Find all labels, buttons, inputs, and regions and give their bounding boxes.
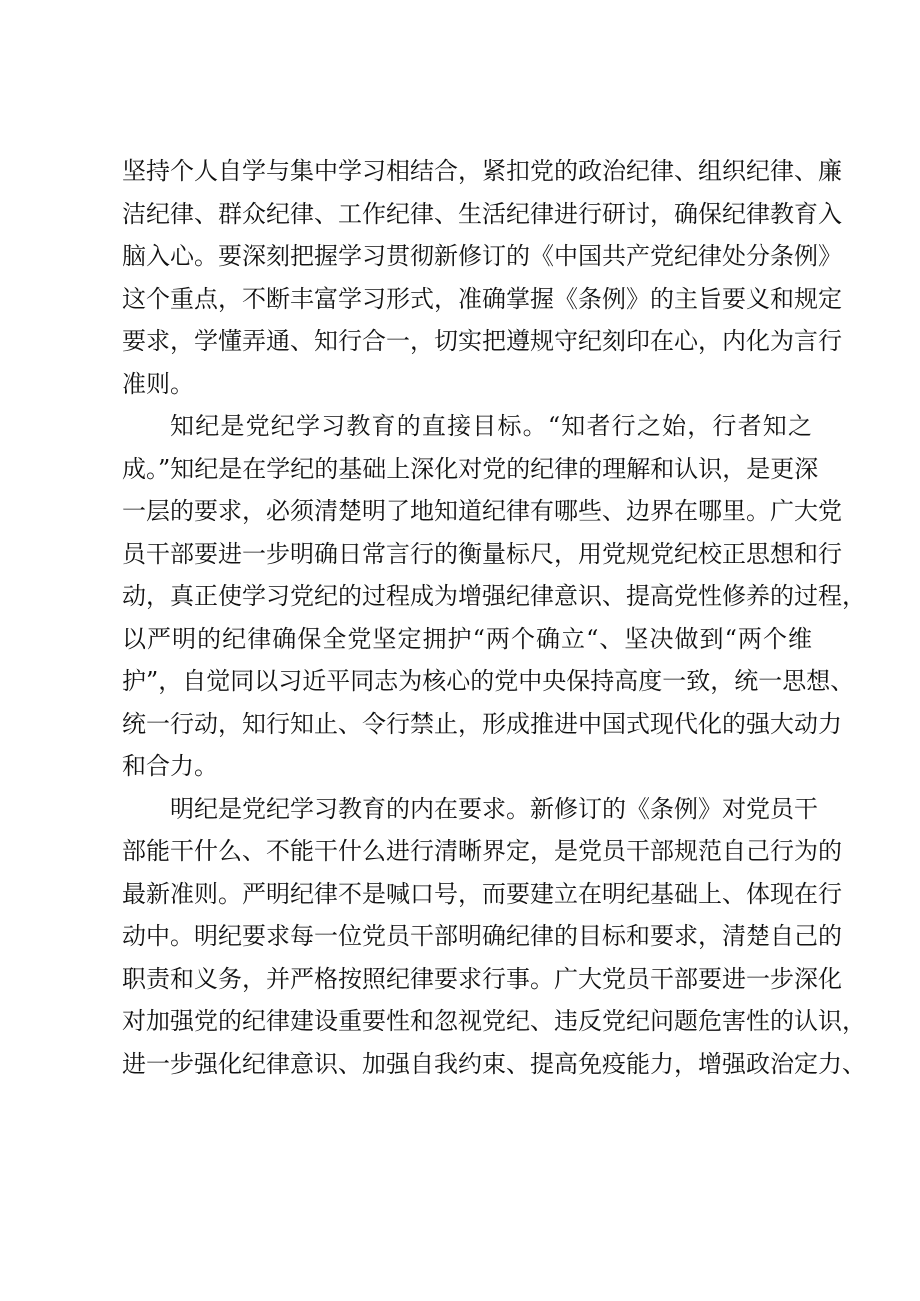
document-body — [122, 150, 866, 1085]
text-line: 职责和义务，并严格按照纪律要求行事。广大党员干部要进一步深化 — [122, 964, 842, 993]
text-line: 要求，学懂弄通、知行合一，切实把遵规守纪刻印在心，内化为言行 — [122, 327, 842, 355]
text-line: 对加强党的纪律建设重要性和忽视党纪、违反党纪问题危害性的认识， — [122, 1007, 866, 1035]
text-line: 准则。 — [122, 369, 194, 398]
text-line: 最新准则。严明纪律不是喊口号，而要建立在明纪基础上、体现在行 — [122, 879, 842, 908]
text-line: 这个重点，不断丰富学习形式，准确掌握《条例》的主旨要义和规定 — [122, 284, 842, 313]
text-line: 成。”知纪是在学纪的基础上深化对党的纪律的理解和认识，是更深 — [122, 454, 819, 483]
text-line: 护”，自觉同以习近平同志为核心的党中央保持高度一致，统一思想、 — [122, 667, 855, 695]
text-line: 部能干什么、不能干什么进行清晰界定，是党员干部规范自己行为的 — [122, 837, 842, 865]
text-line: 脑入心。要深刻把握学习贯彻新修订的《中国共产党纪律处分条例》 — [122, 242, 842, 270]
text-line: 一层的要求，必须清楚明了地知道纪律有哪些、边界在哪里。广大党 — [122, 497, 842, 525]
text-line: 员干部要进一步明确日常言行的衡量标尺，用党规党纪校正思想和行 — [122, 539, 842, 568]
paragraph-study — [122, 150, 842, 405]
text-line: 知纪是党纪学习教育的直接目标。“知者行之始，行者知之 — [170, 412, 812, 440]
text-line: 明纪是党纪学习教育的内在要求。新修订的《条例》对党员干 — [170, 794, 818, 823]
text-line: 洁纪律、群众纪律、工作纪律、生活纪律进行研讨，确保纪律教育入 — [122, 199, 842, 228]
text-line: 和合力。 — [122, 752, 218, 780]
text-line: 动中。明纪要求每一位党员干部明确纪律的目标和要求，清楚自己的 — [122, 922, 842, 950]
text-line: 统一行动，知行知止、令行禁止，形成推进中国式现代化的强大动力 — [122, 709, 842, 738]
text-line: 动，真正使学习党纪的过程成为增强纪律意识、提高党性修养的过程， — [122, 582, 866, 610]
text-line: 以严明的纪律确保全党坚定拥护“两个确立“、坚决做到“两个维 — [122, 624, 812, 653]
text-line: 坚持个人自学与集中学习相结合，紧扣党的政治纪律、组织纪律、廉 — [122, 157, 842, 185]
text-line: 进一步强化纪律意识、加强自我约束、提高免疫能力，增强政治定力、 — [122, 1049, 866, 1078]
paragraph-zhiji — [122, 405, 866, 788]
paragraph-mingji — [122, 788, 866, 1086]
